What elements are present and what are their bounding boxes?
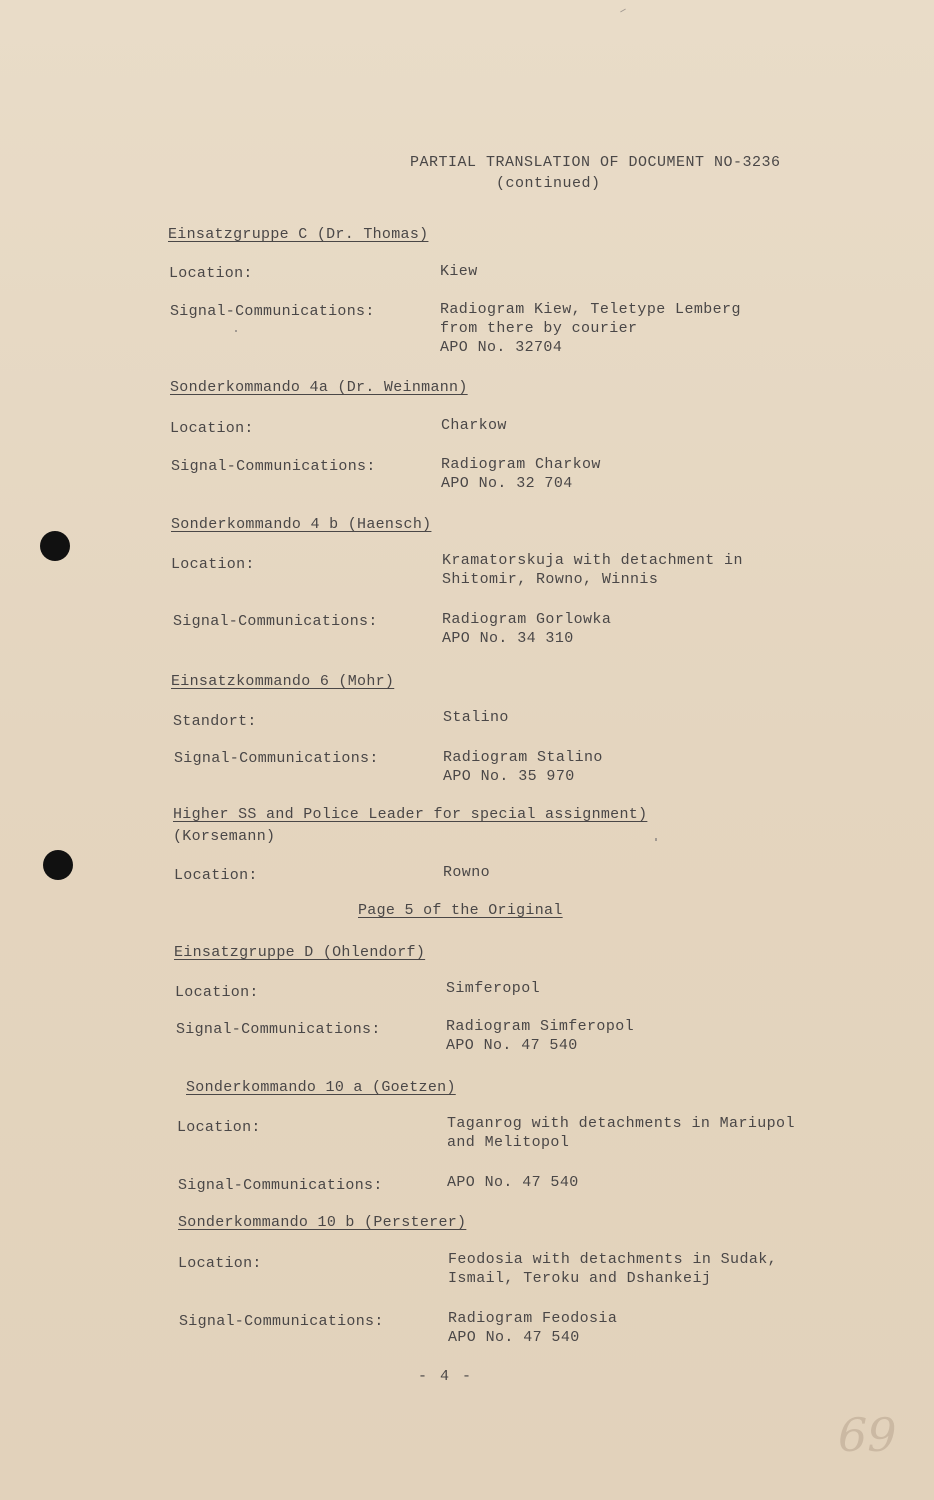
field-value: Radiogram Charkow APO No. 32 704 <box>441 456 601 492</box>
punch-hole-top <box>40 531 70 561</box>
field-label: Signal-Communications: <box>178 1177 383 1194</box>
field-label: Location: <box>178 1255 262 1272</box>
field-label: Signal-Communications: <box>173 613 378 630</box>
section-title: Higher SS and Police Leader for special assignment) <box>173 806 648 823</box>
field-value: Radiogram Feodosia APO No. 47 540 <box>448 1310 618 1346</box>
field-label: Location: <box>171 556 255 573</box>
field-value: Radiogram Kiew, Teletype Lemberg from there by courier APO No. 32704 <box>440 301 741 356</box>
field-value: Kramatorskuja with detachment in Shitomir, Rowno, Winnis <box>442 552 743 588</box>
section-title: Einsatzgruppe D (Ohlendorf) <box>174 944 426 961</box>
field-value: Kiew <box>440 263 478 280</box>
field-value: Radiogram Gorlowka APO No. 34 310 <box>442 611 612 647</box>
field-label: Location: <box>175 984 259 1001</box>
handwritten-mark: 69 <box>838 1408 897 1462</box>
section-title: Sonderkommando 10 b (Persterer) <box>178 1214 467 1231</box>
field-label: Signal-Communications: <box>174 750 379 767</box>
field-value: Simferopol <box>446 980 541 997</box>
field-label: Location: <box>174 867 258 884</box>
field-value: Charkow <box>441 417 507 434</box>
stray-mark <box>655 838 657 841</box>
field-label: Signal-Communications: <box>170 303 375 320</box>
punch-hole-bottom <box>43 850 73 880</box>
header-continued: (continued) <box>496 175 601 192</box>
field-label: Location: <box>169 265 253 282</box>
field-label: Signal-Communications: <box>176 1021 381 1038</box>
field-value: Taganrog with detachments in Mariupol and Melitopol <box>447 1115 795 1151</box>
page-number: - 4 - <box>418 1368 474 1385</box>
section-title: Einsatzkommando 6 (Mohr) <box>171 673 395 690</box>
field-value: Rowno <box>443 864 491 881</box>
field-label: Location: <box>170 420 254 437</box>
stray-mark <box>235 330 237 332</box>
field-value: Stalino <box>443 709 509 726</box>
section-title: Einsatzgruppe C (Dr. Thomas) <box>168 226 429 243</box>
stray-mark <box>620 9 626 13</box>
field-label: Location: <box>177 1119 261 1136</box>
field-label: Signal-Communications: <box>171 458 376 475</box>
header-title: PARTIAL TRANSLATION OF DOCUMENT NO-3236 <box>410 154 781 171</box>
field-label: Standort: <box>173 713 257 730</box>
field-value: APO No. 47 540 <box>447 1174 579 1191</box>
field-value: Radiogram Stalino APO No. 35 970 <box>443 749 603 785</box>
field-label: Signal-Communications: <box>179 1313 384 1330</box>
section-subtitle: (Korsemann) <box>173 828 276 845</box>
field-value: Radiogram Simferopol APO No. 47 540 <box>446 1018 635 1054</box>
original-page-marker: Page 5 of the Original <box>358 902 563 919</box>
field-value: Feodosia with detachments in Sudak, Ismail, Teroku and Dshankeij <box>448 1251 778 1287</box>
section-title: Sonderkommando 10 a (Goetzen) <box>186 1079 456 1096</box>
document-header <box>410 152 810 194</box>
section-title: Sonderkommando 4a (Dr. Weinmann) <box>170 379 468 396</box>
section-title: Sonderkommando 4 b (Haensch) <box>171 516 432 533</box>
